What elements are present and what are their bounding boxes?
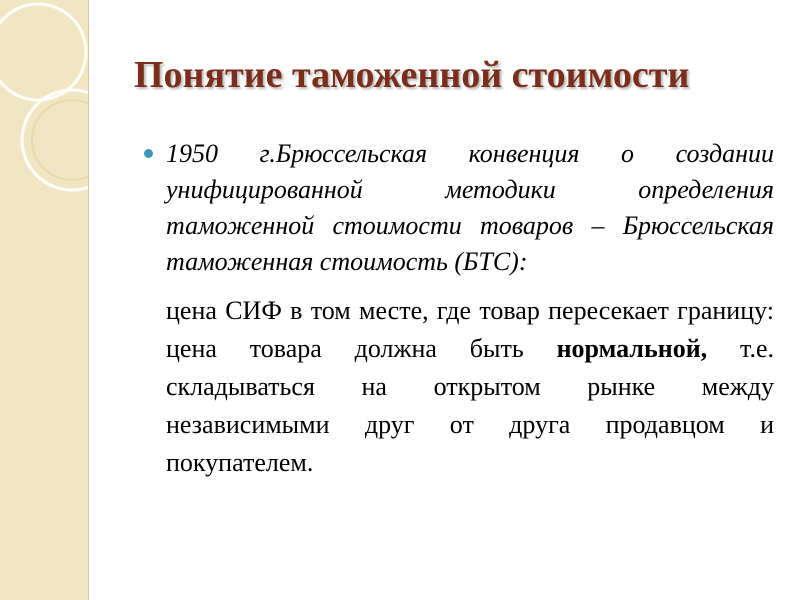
bullet-item	[144, 136, 774, 280]
bullet-dot-icon	[144, 136, 166, 158]
slide-title: Понятие таможенной стоимости	[134, 54, 690, 96]
side-decoration-band	[0, 0, 89, 600]
paragraph-bold-term: нормальной,	[556, 334, 708, 363]
definition-paragraph	[166, 292, 774, 482]
slide-content	[144, 136, 774, 508]
paragraph-text-start: цена СИФ в том месте, где товар пересекает границу: цена товара должна быть	[166, 296, 774, 363]
paragraph-text-end: т.е. складываться на открытом рынке между независимыми друг от друга продавцом и покупателем.	[166, 334, 774, 477]
bullet-text: 1950 г.Брюссельская конвенция о создании унифицированной методики определения таможенной стоимости товаров – Брюссельская таможенная стоимость (БТС):	[166, 139, 774, 276]
circle-decoration-icon	[0, 0, 88, 600]
